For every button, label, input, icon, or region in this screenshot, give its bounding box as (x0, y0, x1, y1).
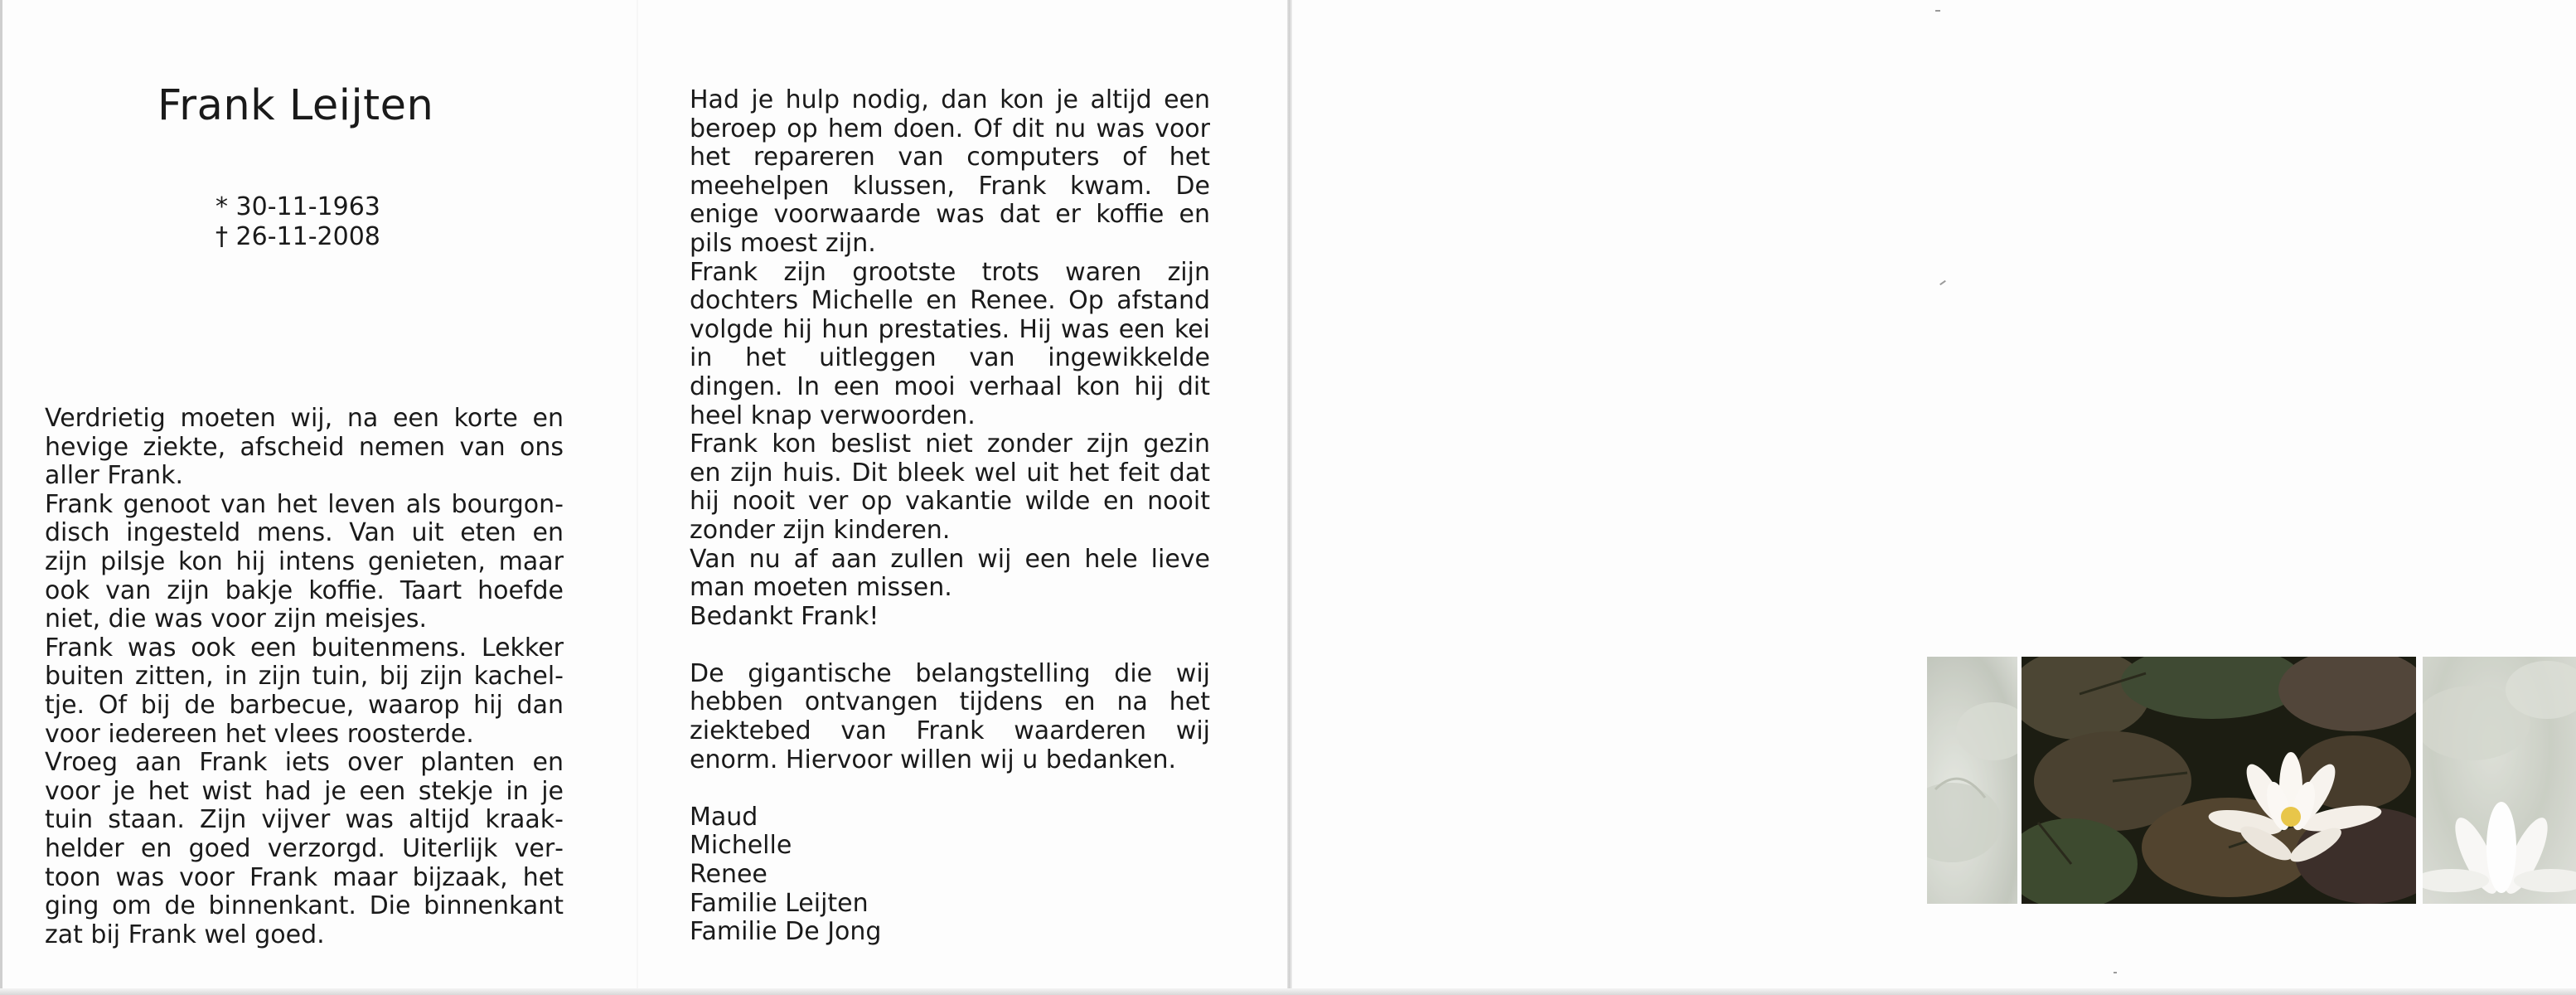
paper-speck (1939, 280, 1946, 285)
water-lily-photo (2022, 657, 2416, 904)
paragraph: Frank genoot van het leven als bourgondisch ingesteld mens. Van uit eten en zijn pilsje kon hij intens genieten, maar ook van zijn bakje koffie. Taart hoefde niet, die was voor zijn meisjes. (45, 489, 564, 634)
paragraph: Frank kon beslist niet zonder zijn gezin en zijn huis. Dit bleek wel uit het feit dat hij nooit ver op vakantie wilde en nooit zonder zijn kinderen. (690, 430, 1210, 545)
faded-lily (2423, 657, 2576, 904)
signer: Familie De Jong (690, 917, 882, 947)
inner-page (0, 0, 1287, 988)
paragraph: Had je hulp nodig, dan kon je altijd een beroep op hem doen. Of dit nu was voor het repareren van computers of het meehelpen klussen, Frank kwam. De enige voorwaarde was dat er koffie en pils moest zijn. (690, 85, 1210, 258)
paragraph: Frank was ook een buitenmens. Lekker buiten zitten, in zijn tuin, bij zijn kacheltje. Of bij de barbecue, waarop hij dan voor iedereen het vlees roosterde. (45, 633, 564, 749)
signer: Familie Leijten (690, 888, 869, 918)
signer: Renee (690, 860, 767, 890)
paper-speck (1935, 10, 1940, 12)
text-column-left (45, 405, 564, 949)
signers-list (690, 803, 1210, 947)
spacer (690, 631, 1210, 660)
birth-date: * 30-11-1963 (215, 192, 380, 221)
paragraph: Van nu af aan zullen wij een hele lieve man moeten missen. (690, 544, 1210, 603)
thanks-paragraph: De gigantische belangstelling die wij hebben ontvangen tijdens en na het ziektebed van Frank waarderen wij enorm. Hiervoor willen wij u bedanken. (690, 658, 1210, 774)
closing-line: Bedankt Frank! (690, 601, 879, 631)
spacer (690, 774, 1210, 803)
signer: Michelle (690, 831, 792, 861)
faded-lily-pads (1927, 657, 2017, 904)
deceased-name: Frank Leijten (157, 81, 434, 130)
paragraph: Verdrietig moeten wij, na een korte en hevige ziekte, afscheid nemen van ons aller Frank. (45, 404, 564, 491)
dates-block (215, 192, 380, 252)
water-lily-photo-strip (1927, 657, 2576, 904)
card-bottom-edge (0, 988, 2576, 995)
paragraph: Frank zijn grootste trots waren zijn dochters Michelle en Renee. Op afstand volgde hij hun prestaties. Hij was een kei in het uitleggen van ingewikkelde dingen. In een mooi verhaal kon hij dit heel knap verwoorden. (690, 257, 1210, 430)
death-date: † 26-11-2008 (215, 222, 380, 251)
faded-photo-left (1927, 657, 2017, 904)
paper-speck (2114, 972, 2117, 973)
signer: Maud (690, 802, 758, 832)
card-fold-line (1287, 0, 1292, 995)
paragraph: Vroeg aan Frank iets over planten en voor je het wist had je een stekje in je tuin staan. Zijn vijver was altijd kraakhelder en goed verzorgd. Uiterlijk vertoon was voor Frank maar bijzaak, het ging om de binnenkant. Die binnenkant zat bij Frank wel goed. (45, 748, 564, 949)
text-column-right (690, 86, 1210, 947)
water-lily-image (2022, 657, 2416, 904)
faded-photo-right (2423, 657, 2576, 904)
